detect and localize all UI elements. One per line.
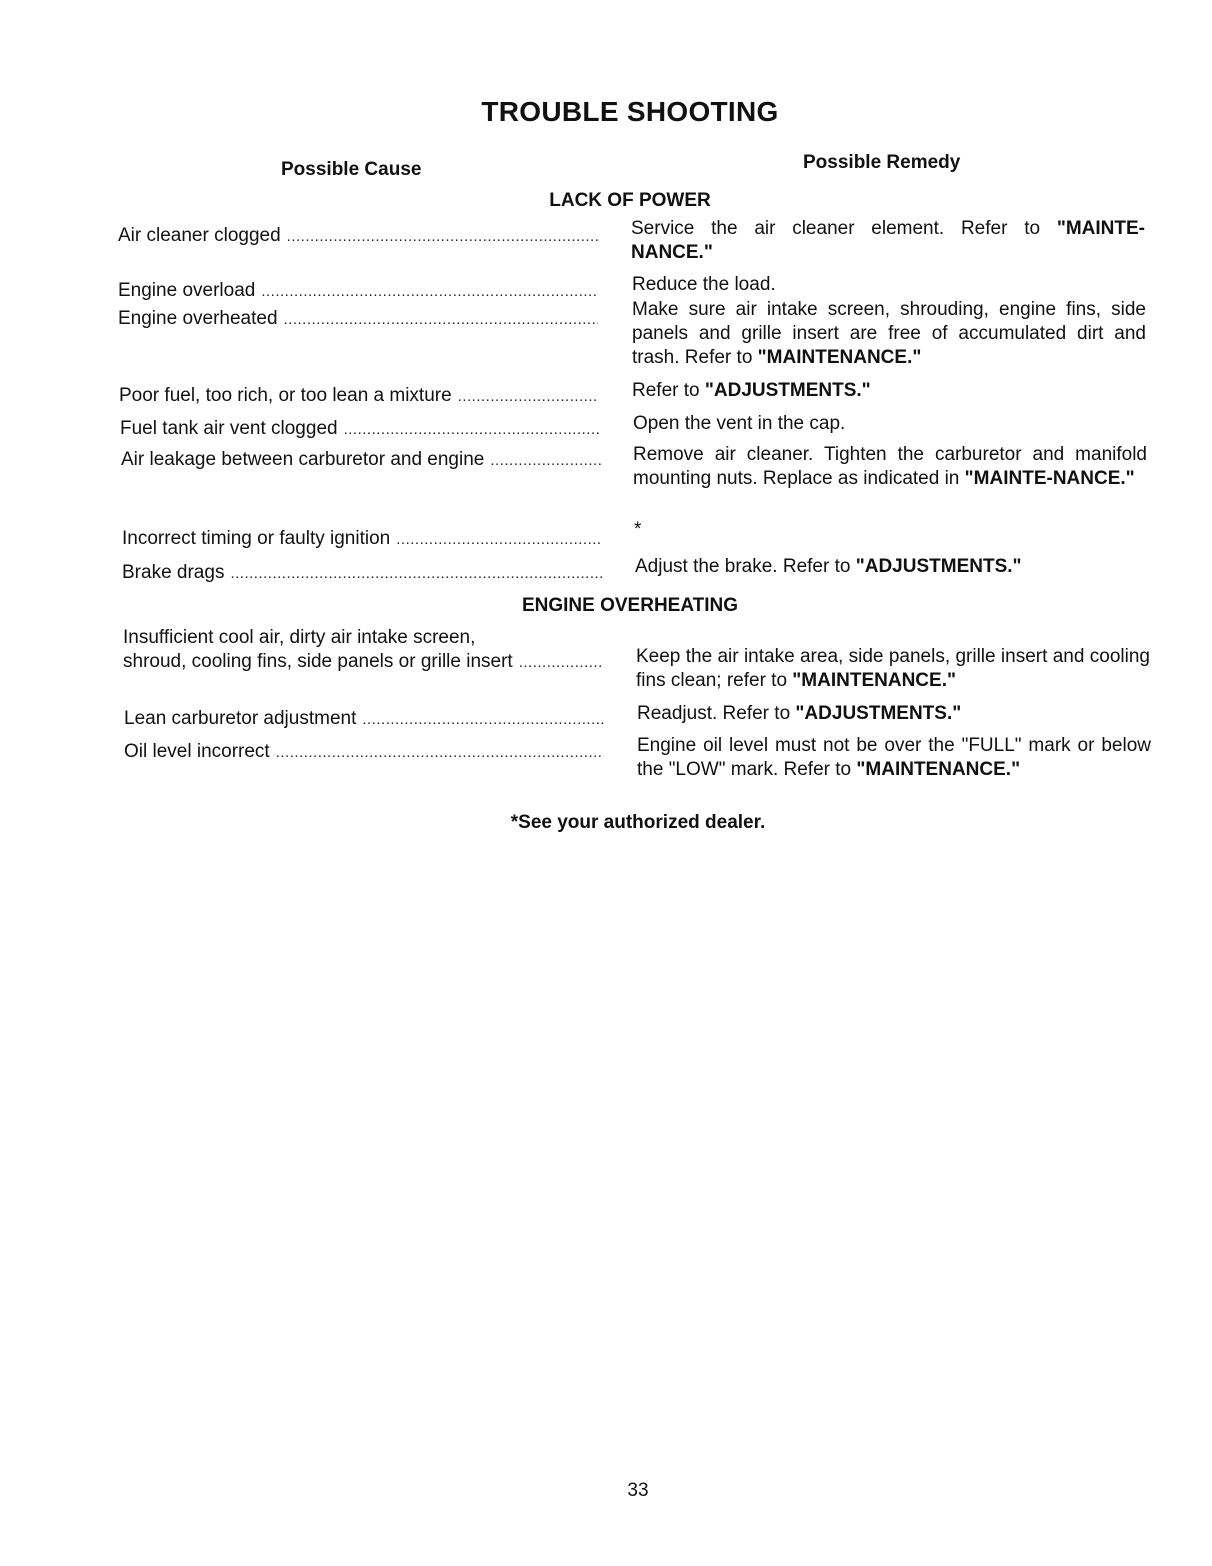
dot-leader bbox=[261, 280, 598, 304]
remedy-cell bbox=[636, 645, 1150, 693]
remedy-cell bbox=[633, 412, 1147, 436]
cause-text: Oil level incorrect bbox=[124, 741, 270, 762]
remedy-text: Refer to bbox=[632, 380, 705, 401]
cause-text: Lean carburetor adjustment bbox=[124, 708, 357, 729]
remedy-reference: "MAINTE-NANCE." bbox=[964, 468, 1135, 489]
cause-cell bbox=[123, 626, 603, 675]
dot-leader bbox=[458, 385, 599, 409]
remedy-text: Reduce the load. bbox=[632, 274, 776, 295]
footnote: *See your authorized dealer. bbox=[510, 812, 766, 833]
cause-cell bbox=[118, 307, 598, 332]
cause-cell bbox=[120, 417, 600, 442]
remedy-reference: "MAINTENANCE." bbox=[856, 759, 1021, 780]
page-number: 33 bbox=[627, 1480, 649, 1501]
possible-cause-header: Possible Cause bbox=[281, 159, 422, 180]
remedy-cell bbox=[632, 379, 1146, 403]
cause-cell bbox=[124, 707, 604, 732]
possible-remedy-header: Possible Remedy bbox=[803, 152, 961, 173]
remedy-text: Make sure air intake screen, shrouding, engine fins, side panels and grille insert are free of accumulated dirt and trash. Refer to bbox=[632, 299, 1146, 368]
remedy-cell bbox=[631, 217, 1145, 265]
remedy-reference: "MAINTENANCE." bbox=[792, 670, 956, 691]
remedy-text: Remove air cleaner. Tighten the carburetor and manifold mounting nuts. Replace as indicated in bbox=[633, 444, 1147, 489]
remedy-cell bbox=[634, 518, 1148, 542]
cause-text: Engine overload bbox=[118, 280, 256, 301]
remedy-text: * bbox=[634, 519, 642, 540]
remedy-reference: "MAINTENANCE." bbox=[757, 347, 922, 368]
remedy-reference: "MAINTE-NANCE." bbox=[631, 218, 1145, 263]
remedy-cell bbox=[637, 734, 1151, 782]
cause-cell bbox=[122, 561, 602, 586]
remedy-reference: "ADJUSTMENTS." bbox=[795, 703, 962, 724]
dot-leader bbox=[396, 528, 602, 552]
cause-cell bbox=[122, 527, 602, 552]
remedy-cell bbox=[632, 273, 1146, 297]
cause-text: Incorrect timing or faulty ignition bbox=[122, 528, 391, 549]
remedy-cell bbox=[635, 555, 1149, 579]
dot-leader bbox=[284, 308, 598, 332]
remedy-cell bbox=[637, 702, 1151, 726]
dot-leader bbox=[519, 651, 603, 675]
cause-cell bbox=[124, 740, 604, 765]
remedy-cell bbox=[632, 298, 1146, 370]
dot-leader bbox=[490, 449, 601, 473]
dot-leader bbox=[287, 225, 598, 249]
cause-text: Air leakage between carburetor and engine bbox=[121, 449, 485, 470]
cause-text: Fuel tank air vent clogged bbox=[120, 418, 338, 439]
cause-text-line1: Insufficient cool air, dirty air intake screen, bbox=[123, 627, 476, 648]
cause-text: Engine overheated bbox=[118, 308, 278, 329]
remedy-text: Service the air cleaner element. Refer to bbox=[631, 218, 1057, 239]
cause-text: Brake drags bbox=[122, 562, 225, 583]
dot-leader bbox=[230, 562, 602, 586]
remedy-text: Adjust the brake. Refer to bbox=[635, 556, 856, 577]
cause-cell bbox=[118, 279, 598, 304]
remedy-text: Keep the air intake area, side panels, grille insert and cooling fins clean; refer to bbox=[636, 646, 1150, 691]
remedy-text: Open the vent in the cap. bbox=[633, 413, 846, 434]
cause-cell bbox=[119, 384, 599, 409]
remedy-text: Engine oil level must not be over the "FULL" mark or below the "LOW" mark. Refer to bbox=[637, 735, 1151, 780]
remedy-text: Readjust. Refer to bbox=[637, 703, 796, 724]
remedy-reference: "ADJUSTMENTS." bbox=[855, 556, 1022, 577]
remedy-cell bbox=[633, 443, 1147, 491]
dot-leader bbox=[362, 708, 604, 732]
cause-text: Poor fuel, too rich, or too lean a mixture bbox=[119, 385, 452, 406]
cause-cell bbox=[121, 448, 601, 473]
cause-cell bbox=[118, 224, 598, 249]
cause-text: Air cleaner clogged bbox=[118, 225, 281, 246]
cause-text: shroud, cooling fins, side panels or grille insert bbox=[123, 651, 513, 672]
section-heading-engine-overheating: ENGINE OVERHEATING bbox=[521, 595, 739, 616]
section-heading-lack-of-power: LACK OF POWER bbox=[549, 190, 711, 211]
dot-leader bbox=[276, 741, 604, 765]
page-title: TROUBLE SHOOTING bbox=[481, 96, 779, 127]
dot-leader bbox=[344, 418, 600, 442]
remedy-reference: "ADJUSTMENTS." bbox=[704, 380, 871, 401]
